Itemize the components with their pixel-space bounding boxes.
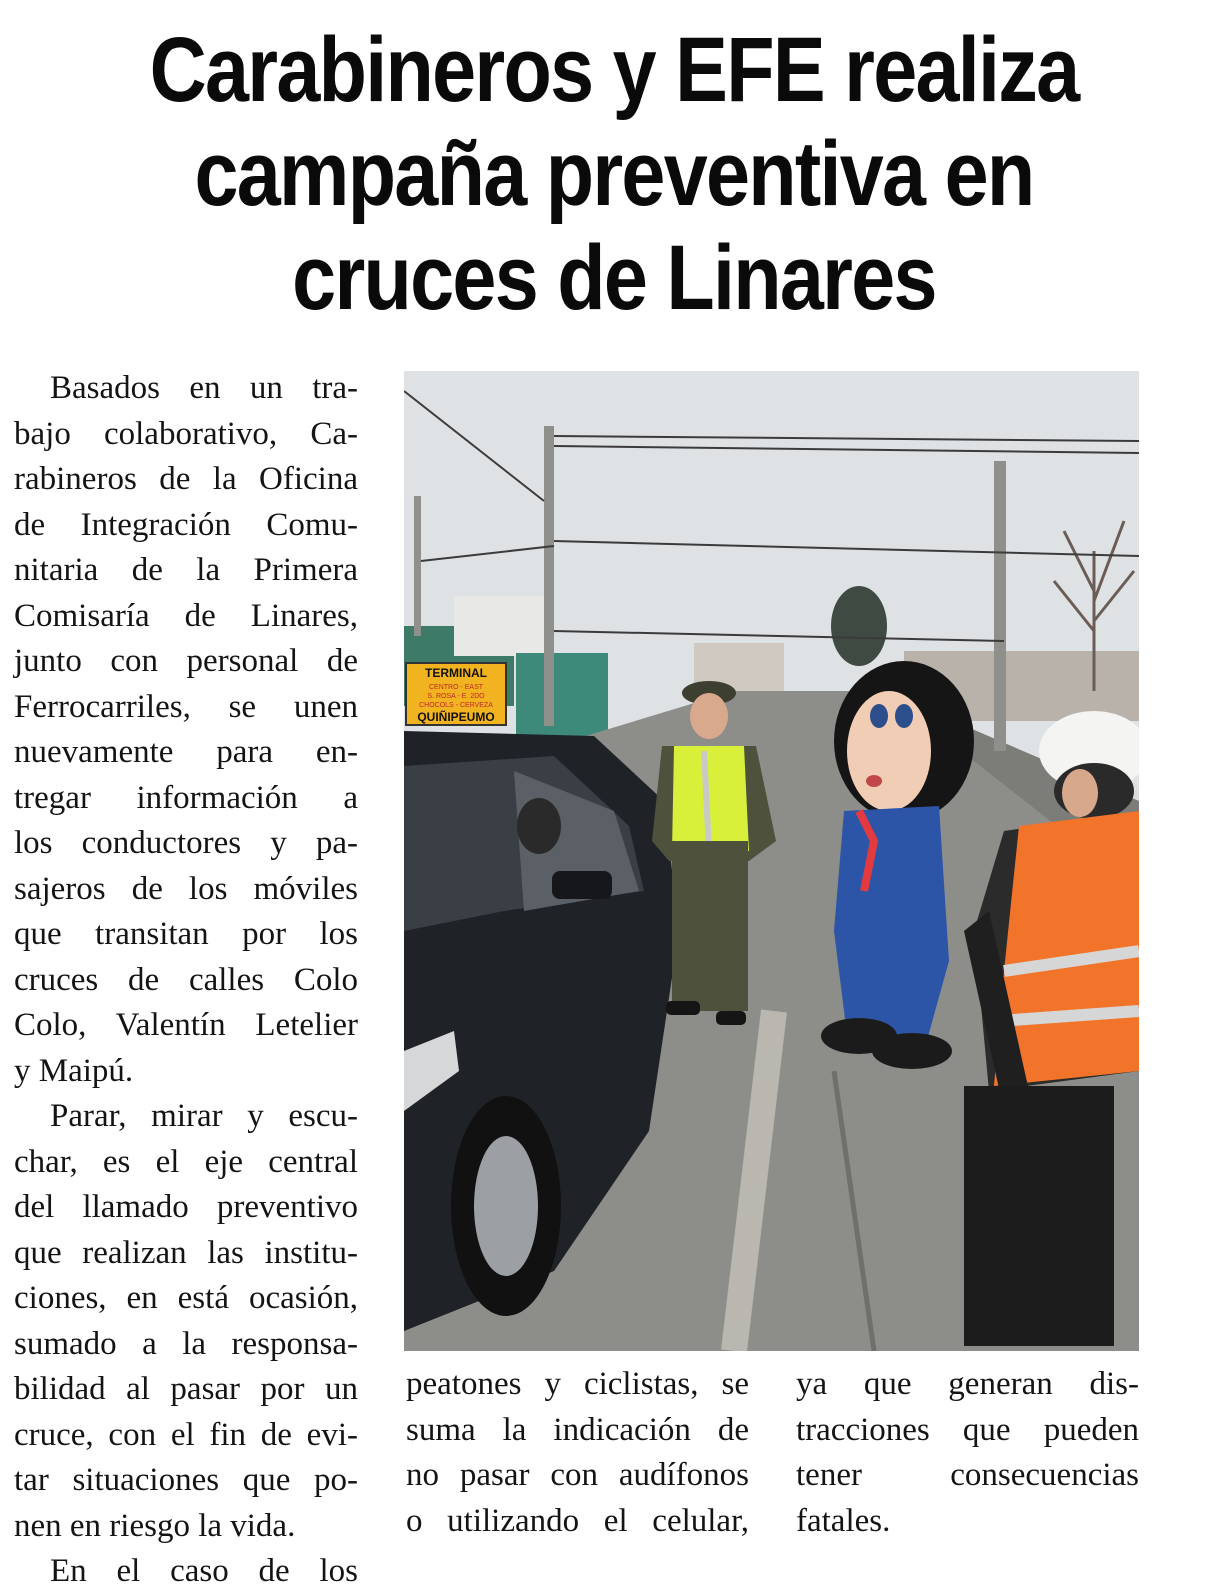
text-line: bilidad al pasar por un (14, 1371, 358, 1407)
article-column-3 (796, 1362, 1139, 1544)
headline-line: cruces de Linares (292, 227, 936, 329)
text-line: tar situaciones que po- (14, 1462, 358, 1498)
text-line: char, es el eje central (14, 1143, 358, 1180)
green-fence (516, 653, 608, 743)
text-line: rabineros de la Oficina (14, 461, 358, 497)
headline (86, 18, 1142, 330)
text-line: nen en riesgo la vida. (14, 1507, 296, 1544)
text-line: del llamado preventivo (14, 1189, 358, 1225)
text-line: sumado a la responsa- (14, 1325, 358, 1362)
headline-line: Carabineros y EFE realiza (149, 19, 1079, 121)
text-line: Ferrocarriles, se unen (14, 688, 358, 725)
taxi-roof-sign (406, 663, 506, 725)
text-line: nuevamente para en- (14, 734, 358, 770)
text-line: de Integración Comu- (14, 506, 358, 543)
text-line: nitaria de la Primera (14, 552, 358, 588)
text-line: Basados en un tra- (50, 370, 358, 406)
text-line: En el caso de los (50, 1553, 358, 1589)
text-line: Comisaría de Linares, (14, 597, 358, 634)
text-line: bajo colaborativo, Ca- (14, 415, 358, 452)
text-line: ciones, en está ocasión, (14, 1280, 358, 1316)
article-photo (404, 371, 1139, 1351)
sign-line-4: CHOCOLS - CERVEZA (419, 702, 493, 709)
text-line: ya que generan dis- (796, 1366, 1139, 1402)
text-line: fatales. (796, 1502, 891, 1539)
article-column-1 (14, 366, 358, 1595)
text-line: que transitan por los (14, 916, 358, 952)
utility-pole (994, 461, 1006, 751)
text-line: tracciones que pueden (796, 1411, 1139, 1448)
tree (831, 586, 887, 666)
text-line: Parar, mirar y escu- (50, 1098, 358, 1134)
text-line: tener consecuencias (796, 1457, 1139, 1493)
sign-line-3: S. ROSA - E. 2DO (427, 693, 485, 700)
text-line: Colo, Valentín Letelier (14, 1007, 358, 1043)
headline-line: campaña preventiva en (194, 123, 1034, 225)
sign-line-5: QUIÑIPEUMO (417, 710, 495, 724)
driver (517, 798, 561, 854)
street-scene-illustration (404, 371, 1139, 1351)
text-line: tregar información a (14, 779, 358, 816)
sign-line-2: CENTRO - EAST (428, 684, 484, 691)
utility-pole (414, 496, 421, 636)
text-line: cruce, con el fin de evi- (14, 1416, 358, 1453)
text-line: suma la indicación de (406, 1411, 749, 1448)
text-line: no pasar con audífonos (406, 1457, 749, 1493)
white-building (454, 596, 554, 656)
side-mirror (552, 871, 612, 899)
text-line: sajeros de los móviles (14, 870, 358, 907)
text-line: junto con personal de (14, 643, 358, 679)
wheel-cover (474, 1136, 538, 1276)
text-line: cruces de calles Colo (14, 961, 358, 998)
text-line: y Maipú. (14, 1052, 134, 1089)
text-line: que realizan las institu- (14, 1234, 358, 1271)
article-column-2 (406, 1362, 749, 1544)
sign-line-1: TERMINAL (425, 666, 487, 680)
text-line: o utilizando el celular, (406, 1502, 749, 1539)
utility-pole (544, 426, 554, 726)
text-line: peatones y ciclistas, se (406, 1366, 749, 1402)
text-line: los conductores y pa- (14, 825, 358, 861)
